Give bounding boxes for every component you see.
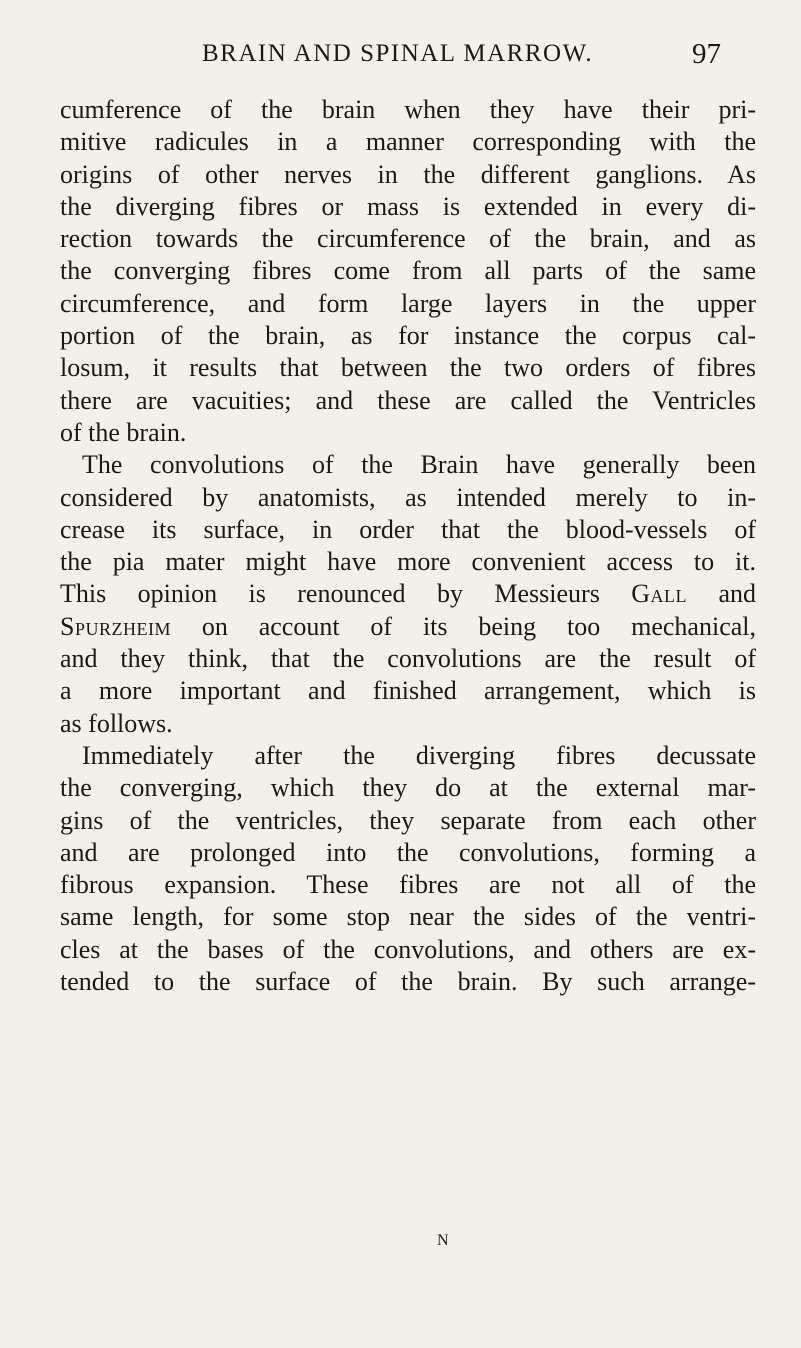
- paragraph-first-line: Immediately after the diverging fibres decussate: [82, 740, 756, 770]
- text-line: cles at the bases of the convolutions, and others are ex-: [60, 934, 756, 964]
- running-head: [60, 40, 760, 84]
- name-gall: Gall: [631, 579, 688, 609]
- text-line: portion of the brain, as for instance the corpus cal-: [60, 321, 756, 351]
- text-line: and they think, that the convolutions are the result of: [60, 644, 756, 674]
- text-line: there are vacuities; and these are called the Ventricles: [60, 385, 756, 415]
- text-segment: on account of its being too mechanical,: [201, 611, 756, 641]
- text-line: tended to the surface of the brain. By such arrange-: [60, 967, 756, 997]
- text-line: crease its surface, in order that the blood-vessels of: [60, 514, 756, 544]
- paragraph-first-line: The convolutions of the Brain have generally been: [82, 450, 756, 480]
- text-line: the converging fibres come from all parts of the same: [60, 256, 756, 286]
- text-line: mitive radicules in a manner corresponding with the: [60, 127, 756, 157]
- text-line: same length, for some stop near the sides of the ventri-: [60, 902, 756, 932]
- signature-mark: N: [437, 1232, 449, 1249]
- text-line: considered by anatomists, as intended merely to in-: [60, 482, 756, 512]
- name-spurzheim: Spurzheim: [60, 611, 171, 641]
- text-line: rection towards the circumference of the brain, and as: [60, 224, 756, 254]
- paragraph-end-line: as follows.: [60, 708, 173, 738]
- text-line-with-names: [60, 578, 756, 610]
- text-line: circumference, and form large layers in the upper: [60, 288, 756, 318]
- text-line-with-names: [60, 611, 756, 643]
- text-line: the diverging fibres or mass is extended in every di-: [60, 191, 756, 221]
- text-line: the pia mater might have more convenient access to it.: [60, 547, 756, 577]
- text-line: fibrous expansion. These fibres are not all of the: [60, 870, 756, 900]
- text-line: the converging, which they do at the external mar-: [60, 773, 756, 803]
- text-segment: This opinion is renounced by Messieurs: [60, 579, 600, 609]
- text-line: origins of other nerves in the different ganglions. As: [60, 159, 756, 189]
- text-line: gins of the ventricles, they separate from each other: [60, 805, 756, 835]
- running-title: BRAIN AND SPINAL MARROW.: [202, 40, 594, 67]
- paragraph-end-line: of the brain.: [60, 417, 187, 447]
- text-segment: and: [718, 579, 756, 609]
- text-line: a more important and finished arrangement, which is: [60, 676, 756, 706]
- page-number: 97: [692, 38, 721, 70]
- text-line: and are prolonged into the convolutions, forming a: [60, 837, 756, 867]
- text-line: cumference of the brain when they have their pri-: [60, 95, 756, 124]
- body-text: [60, 94, 756, 998]
- text-line: losum, it results that between the two orders of fibres: [60, 353, 756, 383]
